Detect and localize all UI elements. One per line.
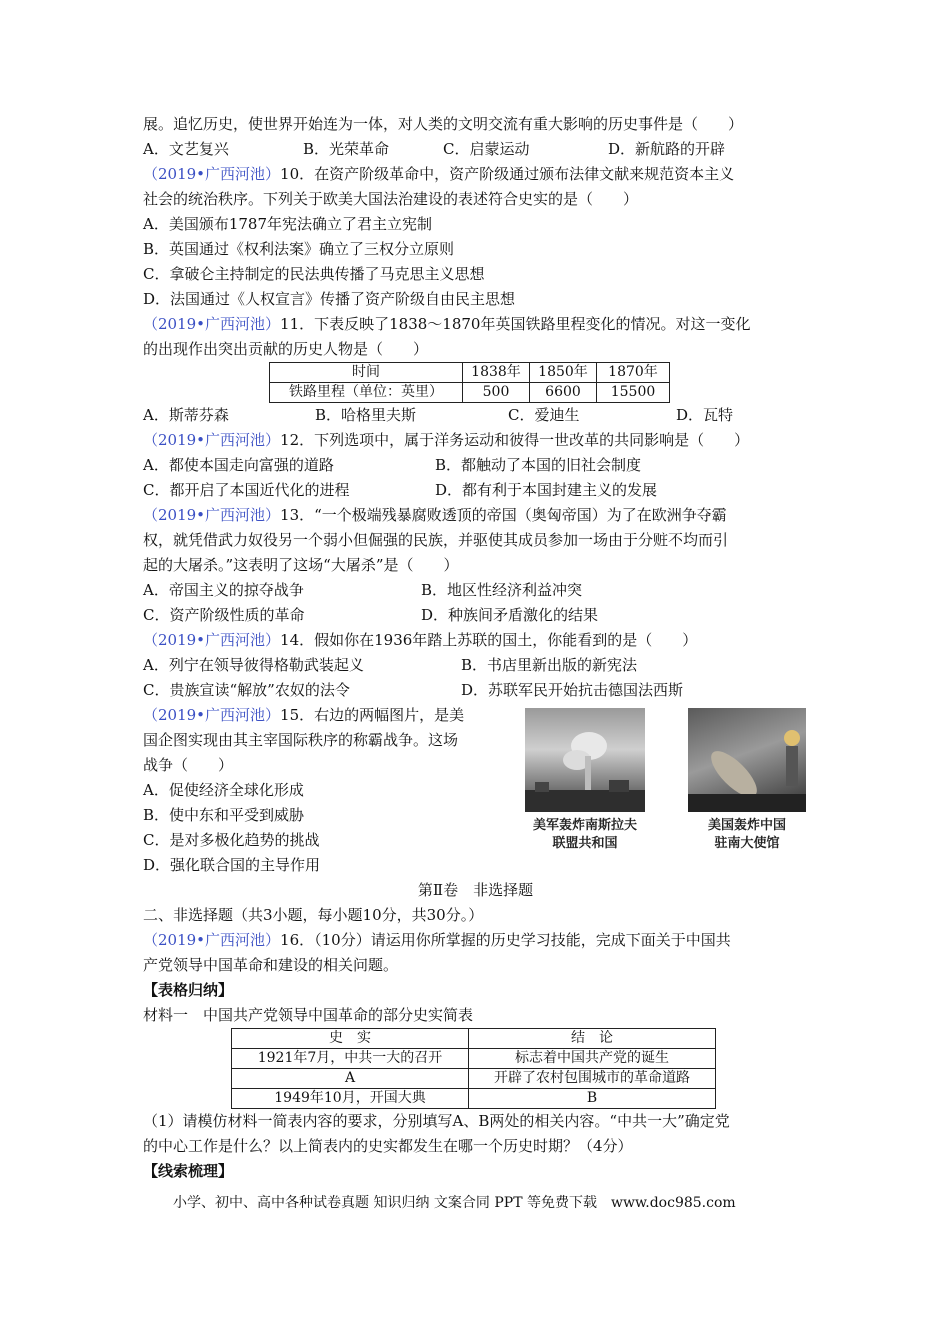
section-table-summary: 【表格归纳】 [143,981,234,999]
option-c: C．资产阶级性质的革命 [143,606,305,624]
option-b: B．都触动了本国的旧社会制度 [435,456,642,474]
option-a: A．列宁在领导彼得格勒武装起义 [143,656,364,674]
q16-source: （2019•广西河池） [143,931,281,949]
table-header: 时间 [270,363,463,383]
part2-title: 第Ⅱ卷 非选择题 [417,881,534,899]
table-cell: 标志着中国共产党的诞生 [469,1049,716,1069]
intro-options [143,137,808,162]
sub-question-1: （1）请模仿材料一简表内容的要求，分别填写A、B两处的相关内容。“中共一大”确定党 [143,1112,730,1130]
option-d: D．都有利于本国封建主义的发展 [435,481,658,499]
q11-options [143,403,808,428]
photo-caption-2: 美国轰炸中国 驻南大使馆 [707,818,786,851]
table-cell: 1949年10月，开国大典 [232,1089,469,1109]
q10-option-b: B．英国通过《权利法案》确立了三权分立原则 [143,240,455,258]
q11-source: （2019•广西河池） [143,315,281,333]
q15-figures [525,708,810,853]
q16-stem: （2019•广西河池）16．（10分）请运用你所掌握的历史学习技能，完成下面关于中国共 [143,931,731,949]
q12-source: （2019•广西河池） [143,431,281,449]
q15-stem-cont2: 战争（ ） [143,756,234,774]
option-b: B．哈格里夫斯 [315,406,417,424]
option-b: B．光荣革命 [303,140,390,158]
option-a: A．都使本国走向富强的道路 [143,456,334,474]
q12-stem: （2019•广西河池）12．下列选项中，属于洋务运动和彼得一世改革的共同影响是（ ） [143,431,750,449]
intro-line: 展。追忆历史，使世界开始连为一体，对人类的文明交流有重大影响的历史事件是（ ） [143,115,744,133]
option-c: C．爱迪生 [508,406,580,424]
option-b: B．地区性经济利益冲突 [421,581,583,599]
table-cell: 1921年7月，中共一大的召开 [232,1049,469,1069]
q14-stem: （2019•广西河池）14．假如你在1936年踏上苏联的国土，你能看到的是（ ） [143,631,698,649]
q11-stem: （2019•广西河池）11．下表反映了1838～1870年英国铁路里程变化的情况。对这一变化 [143,315,751,333]
table-cell: 铁路里程（单位：英里） [270,383,463,403]
option-c: C．都开启了本国近代化的进程 [143,481,350,499]
q10-option-a: A．美国颁布1787年宪法确立了君主立宪制 [143,215,433,233]
table-header: 结 论 [469,1029,716,1049]
table-cell: 15500 [597,383,670,403]
option-d: D．瓦特 [676,406,734,424]
q13-stem: （2019•广西河池）13．“一个极端残暴腐败透顶的帝国（奥匈帝国）为了在欧洲争夺霸 [143,506,727,524]
table-row [232,1049,716,1069]
table-cell: B [469,1089,716,1109]
table-cell: 500 [463,383,530,403]
q13-stem-cont: 权，就凭借武力奴役另一个弱小但倔强的民族，并驱使其成员参加一场由于分赃不均而引 [143,531,729,549]
q10-option-c: C．拿破仑主持制定的民法典传播了马克思主义思想 [143,265,485,283]
q13-stem-cont2: 起的大屠杀。”这表明了这场“大屠杀”是（ ） [143,556,459,574]
exam-page [143,112,808,1184]
part2-heading: 二、非选择题（共3小题，每小题10分，共30分。） [143,906,484,924]
history-table [231,1028,716,1109]
q10-stem: （2019•广西河池）10．在资产阶级革命中，资产阶级通过颁布法律文献来规范资本主义 [143,165,735,183]
embassy-bombing-photo [688,708,806,812]
table-header: 1870年 [597,363,670,383]
q15-stem-cont: 国企图实现由其主宰国际秩序的称霸战争。这场 [143,731,459,749]
option-c: C．贵族宣读“解放”农奴的法令 [143,681,350,699]
q13-source: （2019•广西河池） [143,506,281,524]
q15-stem: （2019•广西河池）15．右边的两幅图片，是美 [143,706,465,724]
material-title: 材料一 中国共产党领导中国革命的部分史实简表 [143,1006,474,1024]
q13-options-ab [143,578,808,603]
option-d: D．苏联军民开始抗击德国法西斯 [461,681,684,699]
option-a: A．文艺复兴 [143,140,229,158]
table-cell: A [232,1069,469,1089]
option-b: B．书店里新出版的新宪法 [461,656,638,674]
q11-stem-cont: 的出现作出突出贡献的历史人物是（ ） [143,340,429,358]
table-header: 史 实 [232,1029,469,1049]
option-a: A．帝国主义的掠夺战争 [143,581,304,599]
q14-options-cd [143,678,808,703]
option-c: C．启蒙运动 [443,140,530,158]
q15-option-b: B．使中东和平受到威胁 [143,806,305,824]
q16-stem-cont: 产党领导中国革命和建设的相关问题。 [143,956,399,974]
table-header: 1838年 [463,363,530,383]
table-row [232,1069,716,1089]
q15-option-a: A．促使经济全球化形成 [143,781,304,799]
option-d: D．种族间矛盾激化的结果 [421,606,599,624]
railway-table [269,362,670,403]
table-cell: 开辟了农村包围城市的革命道路 [469,1069,716,1089]
q14-source: （2019•广西河池） [143,631,281,649]
bombing-yugoslavia-photo [525,708,645,812]
q12-options-cd [143,478,808,503]
option-d: D．新航路的开辟 [608,140,726,158]
q10-stem-cont: 社会的统治秩序。下列关于欧美大国法治建设的表述符合史实的是（ ） [143,190,639,208]
option-a: A．斯蒂芬森 [143,406,229,424]
table-cell: 6600 [530,383,597,403]
photo-caption-1: 美军轰炸南斯拉夫 联盟共和国 [532,818,637,851]
q10-source: （2019•广西河池） [143,165,281,183]
q14-options-ab [143,653,808,678]
q13-options-cd [143,603,808,628]
section-clue-sorting: 【线索梳理】 [143,1162,234,1180]
table-row [232,1089,716,1109]
q10-option-d: D．法国通过《人权宣言》传播了资产阶级自由民主思想 [143,290,516,308]
q12-options-ab [143,453,808,478]
q15-option-d: D．强化联合国的主导作用 [143,856,321,874]
q15-source: （2019•广西河池） [143,706,281,724]
footer-text: 小学、初中、高中各种试卷真题 知识归纳 文案合同 PPT 等免费下载 www.doc985.com [173,1195,736,1211]
sub-question-1-cont: 的中心工作是什么？以上简表内的史实都发生在哪一个历史时期？（4分） [143,1137,633,1155]
q15-option-c: C．是对多极化趋势的挑战 [143,831,320,849]
table-header: 1850年 [530,363,597,383]
